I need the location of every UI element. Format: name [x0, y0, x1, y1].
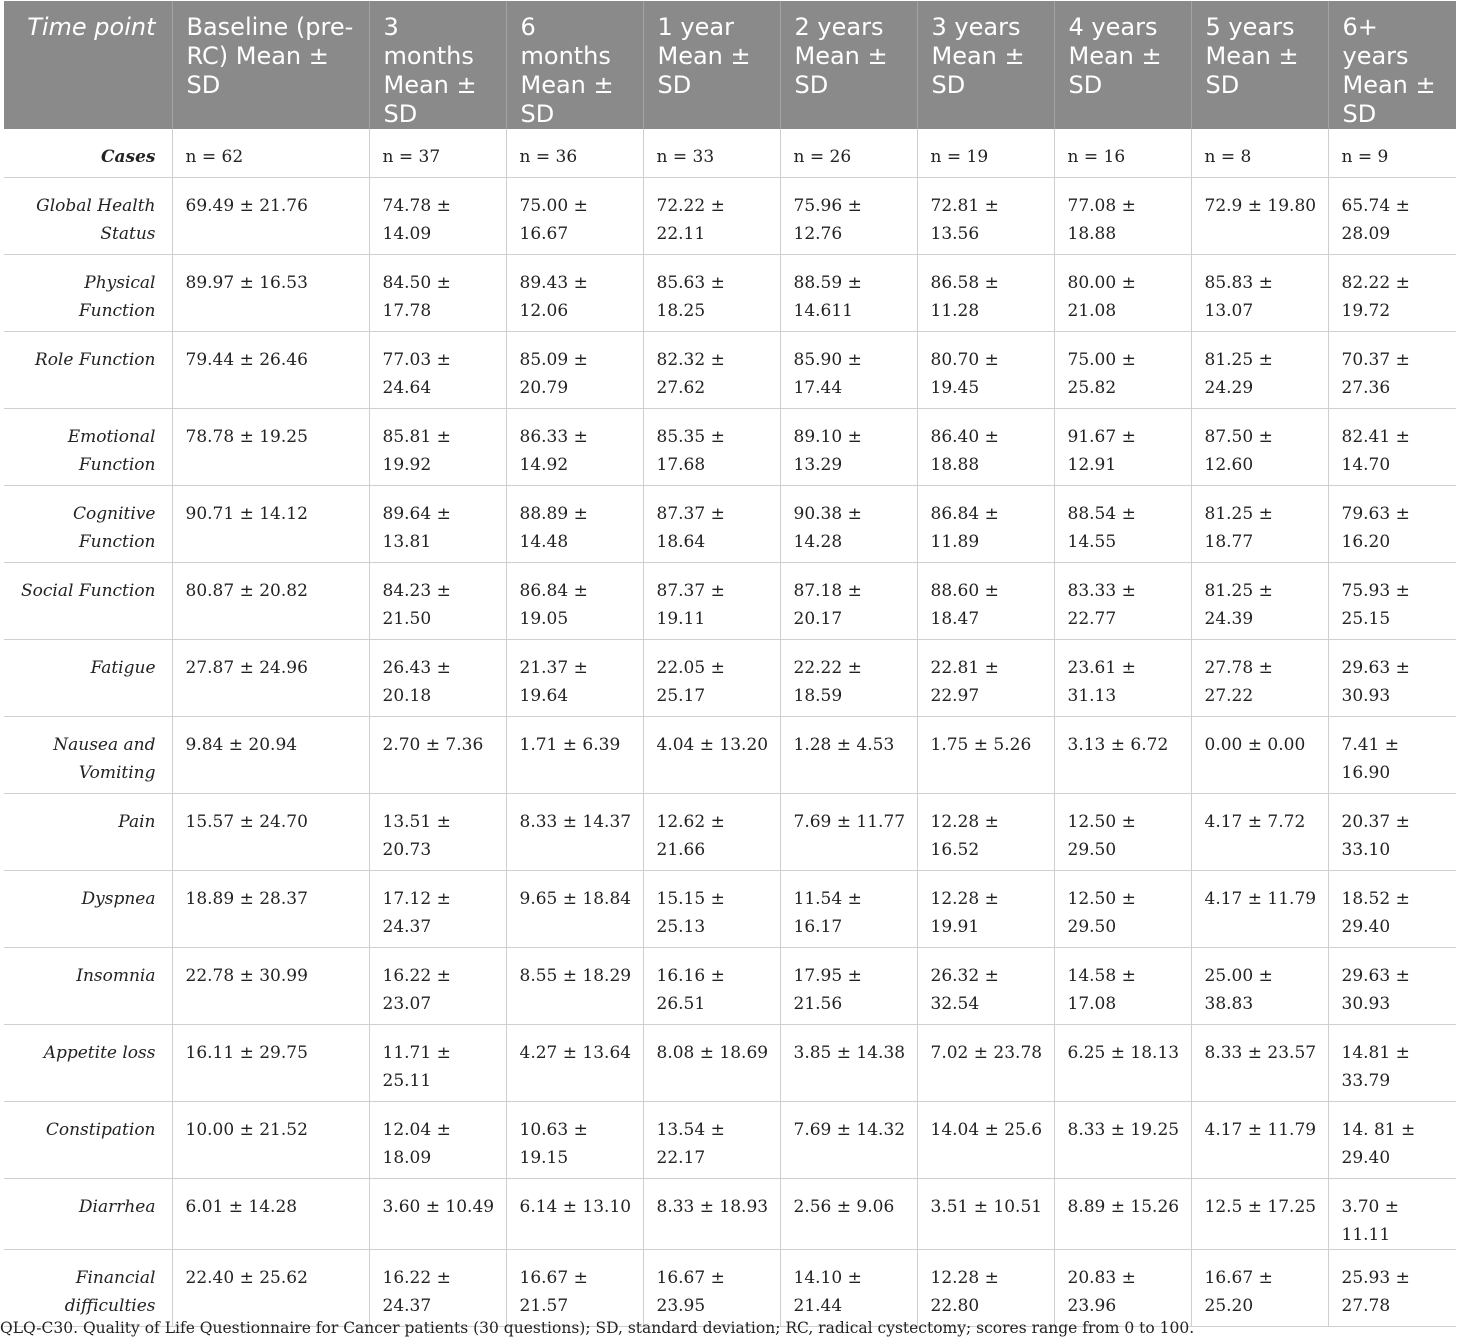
header-column: 6 months Mean ± SD: [506, 1, 643, 129]
table-cell: 22.78 ± 30.99: [172, 947, 369, 1024]
table-cell: 1.28 ± 4.53: [780, 716, 917, 793]
table-cell: 83.33 ± 22.77: [1054, 562, 1191, 639]
table-cell: 90.71 ± 14.12: [172, 485, 369, 562]
table-cell: 85.83 ± 13.07: [1191, 254, 1328, 331]
table-row: [4, 870, 1456, 947]
table-row: [4, 1101, 1456, 1178]
table-cell: 16.22 ± 24.37: [369, 1249, 506, 1326]
table-footnote: QLQ-C30. Quality of Life Questionnaire for Cancer patients (30 questions); SD, standard deviation; RC, radical cystectomy; scores range from 0 to 100.: [0, 1319, 1195, 1337]
table-cell: 25.00 ± 38.83: [1191, 947, 1328, 1024]
table-cell: 69.49 ± 21.76: [172, 177, 369, 254]
table-row: [4, 331, 1456, 408]
table-row: [4, 639, 1456, 716]
table-cell: 7.41 ± 16.90: [1328, 716, 1456, 793]
table-cell: 22.40 ± 25.62: [172, 1249, 369, 1326]
table-cell: 8.33 ± 14.37: [506, 793, 643, 870]
table-cell: 2.56 ± 9.06: [780, 1178, 917, 1249]
table-cell: 7.02 ± 23.78: [917, 1024, 1054, 1101]
table-cell: 86.84 ± 19.05: [506, 562, 643, 639]
table-cell: 3.70 ± 11.11: [1328, 1178, 1456, 1249]
table-cell: 4.17 ± 7.72: [1191, 793, 1328, 870]
table-cell: 3.85 ± 14.38: [780, 1024, 917, 1101]
table-cell: 86.40 ± 18.88: [917, 408, 1054, 485]
table-cell: 8.33 ± 19.25: [1054, 1101, 1191, 1178]
table-cell: 11.71 ± 25.11: [369, 1024, 506, 1101]
table-cell: 18.52 ± 29.40: [1328, 870, 1456, 947]
table-cell: 86.33 ± 14.92: [506, 408, 643, 485]
table-cell: 65.74 ± 28.09: [1328, 177, 1456, 254]
table-cell: 10.63 ± 19.15: [506, 1101, 643, 1178]
table-cell: 20.37 ± 33.10: [1328, 793, 1456, 870]
table-cell: 29.63 ± 30.93: [1328, 947, 1456, 1024]
table-cell: 12.5 ± 17.25: [1191, 1178, 1328, 1249]
header-column: 3 months Mean ± SD: [369, 1, 506, 129]
table-cell: 8.55 ± 18.29: [506, 947, 643, 1024]
table-cell: 79.63 ± 16.20: [1328, 485, 1456, 562]
table-cell: 15.15 ± 25.13: [643, 870, 780, 947]
table-cell: 12.28 ± 16.52: [917, 793, 1054, 870]
table-cell: 81.25 ± 24.29: [1191, 331, 1328, 408]
table-cell: 18.89 ± 28.37: [172, 870, 369, 947]
table-body: [4, 129, 1456, 1326]
table-cell: 77.08 ± 18.88: [1054, 177, 1191, 254]
header-column: 2 years Mean ± SD: [780, 1, 917, 129]
header-column: 5 years Mean ± SD: [1191, 1, 1328, 129]
table-cell: 26.32 ± 32.54: [917, 947, 1054, 1024]
table-cell: n = 8: [1191, 129, 1328, 177]
table-cell: 7.69 ± 14.32: [780, 1101, 917, 1178]
table-cell: 87.37 ± 18.64: [643, 485, 780, 562]
table-header: [4, 1, 1456, 129]
table-cell: 17.12 ± 24.37: [369, 870, 506, 947]
table-cell: 85.09 ± 20.79: [506, 331, 643, 408]
table-cell: 86.58 ± 11.28: [917, 254, 1054, 331]
table-cell: 88.59 ± 14.611: [780, 254, 917, 331]
table-row: [4, 254, 1456, 331]
table-cell: 74.78 ± 14.09: [369, 177, 506, 254]
table-row: [4, 1024, 1456, 1101]
table-cell: 6.14 ± 13.10: [506, 1178, 643, 1249]
row-label: Fatigue: [4, 639, 172, 716]
table-cell: 29.63 ± 30.93: [1328, 639, 1456, 716]
table-cell: 0.00 ± 0.00: [1191, 716, 1328, 793]
table-cell: 2.70 ± 7.36: [369, 716, 506, 793]
table-cell: 77.03 ± 24.64: [369, 331, 506, 408]
table-cell: n = 16: [1054, 129, 1191, 177]
table-cell: 16.67 ± 25.20: [1191, 1249, 1328, 1326]
table-cell: 9.65 ± 18.84: [506, 870, 643, 947]
header-column: Baseline (pre-RC) Mean ± SD: [172, 1, 369, 129]
table-cell: 89.97 ± 16.53: [172, 254, 369, 331]
table-cell: 88.60 ± 18.47: [917, 562, 1054, 639]
table-cell: 89.64 ± 13.81: [369, 485, 506, 562]
table-cell: 13.51 ± 20.73: [369, 793, 506, 870]
table-cell: 22.81 ± 22.97: [917, 639, 1054, 716]
header-column: 1 year Mean ± SD: [643, 1, 780, 129]
row-label: Dyspnea: [4, 870, 172, 947]
table-cell: 8.08 ± 18.69: [643, 1024, 780, 1101]
row-label: Appetite loss: [4, 1024, 172, 1101]
table-cell: 15.57 ± 24.70: [172, 793, 369, 870]
table-cell: 87.37 ± 19.11: [643, 562, 780, 639]
table-cell: 88.89 ± 14.48: [506, 485, 643, 562]
qol-results-table: [4, 1, 1456, 1327]
table-cell: 82.32 ± 27.62: [643, 331, 780, 408]
row-label: Insomnia: [4, 947, 172, 1024]
row-label: Nausea and Vomiting: [4, 716, 172, 793]
table-cell: 79.44 ± 26.46: [172, 331, 369, 408]
table-cell: 9.84 ± 20.94: [172, 716, 369, 793]
table-cell: 81.25 ± 18.77: [1191, 485, 1328, 562]
table-cell: 16.67 ± 21.57: [506, 1249, 643, 1326]
table-cell: 86.84 ± 11.89: [917, 485, 1054, 562]
table-cell: n = 26: [780, 129, 917, 177]
table-cell: 22.05 ± 25.17: [643, 639, 780, 716]
table-row: [4, 408, 1456, 485]
table-cell: 12.04 ± 18.09: [369, 1101, 506, 1178]
table-cell: 12.50 ± 29.50: [1054, 793, 1191, 870]
table-cell: 75.00 ± 25.82: [1054, 331, 1191, 408]
table-cell: 75.00 ± 16.67: [506, 177, 643, 254]
row-label: Cognitive Function: [4, 485, 172, 562]
table-cell: 7.69 ± 11.77: [780, 793, 917, 870]
table-cell: 81.25 ± 24.39: [1191, 562, 1328, 639]
table-cell: 16.67 ± 23.95: [643, 1249, 780, 1326]
header-column: 4 years Mean ± SD: [1054, 1, 1191, 129]
table-cell: n = 33: [643, 129, 780, 177]
table-row: [4, 1178, 1456, 1249]
table-cell: 70.37 ± 27.36: [1328, 331, 1456, 408]
table-cell: 82.41 ± 14.70: [1328, 408, 1456, 485]
row-label: Global Health Status: [4, 177, 172, 254]
table-cell: 25.93 ± 27.78: [1328, 1249, 1456, 1326]
table-cell: 14.58 ± 17.08: [1054, 947, 1191, 1024]
table-cell: 17.95 ± 21.56: [780, 947, 917, 1024]
table-cell: 72.81 ± 13.56: [917, 177, 1054, 254]
table-cell: 72.22 ± 22.11: [643, 177, 780, 254]
table-row: [4, 485, 1456, 562]
table-cell: 22.22 ± 18.59: [780, 639, 917, 716]
table-cell: 12.28 ± 19.91: [917, 870, 1054, 947]
table-cell: 90.38 ± 14.28: [780, 485, 917, 562]
table-cell: 8.33 ± 18.93: [643, 1178, 780, 1249]
table-cell: 14.81 ± 33.79: [1328, 1024, 1456, 1101]
table-cell: 91.67 ± 12.91: [1054, 408, 1191, 485]
table-cell: 26.43 ± 20.18: [369, 639, 506, 716]
row-label: Social Function: [4, 562, 172, 639]
table-cell: 3.13 ± 6.72: [1054, 716, 1191, 793]
table-cell: 4.17 ± 11.79: [1191, 870, 1328, 947]
table-cell: 75.93 ± 25.15: [1328, 562, 1456, 639]
table-cell: 82.22 ± 19.72: [1328, 254, 1456, 331]
table-cell: 80.00 ± 21.08: [1054, 254, 1191, 331]
table-row: [4, 1249, 1456, 1326]
table-cell: 23.61 ± 31.13: [1054, 639, 1191, 716]
table-cell: 1.71 ± 6.39: [506, 716, 643, 793]
table-cell: 13.54 ± 22.17: [643, 1101, 780, 1178]
header-column: 6+ years Mean ± SD: [1328, 1, 1456, 129]
table-cell: 12.28 ± 22.80: [917, 1249, 1054, 1326]
table-cell: 12.50 ± 29.50: [1054, 870, 1191, 947]
table-row: [4, 947, 1456, 1024]
table-cell: 88.54 ± 14.55: [1054, 485, 1191, 562]
table-cell: 85.63 ± 18.25: [643, 254, 780, 331]
table-cell: 85.90 ± 17.44: [780, 331, 917, 408]
table-cell: 4.04 ± 13.20: [643, 716, 780, 793]
table-cell: 80.87 ± 20.82: [172, 562, 369, 639]
table-cell: n = 36: [506, 129, 643, 177]
table-cell: 87.50 ± 12.60: [1191, 408, 1328, 485]
table-cell: 14.10 ± 21.44: [780, 1249, 917, 1326]
row-label: Diarrhea: [4, 1178, 172, 1249]
table-cell: 3.60 ± 10.49: [369, 1178, 506, 1249]
table-cell: 10.00 ± 21.52: [172, 1101, 369, 1178]
table-cell: 89.43 ± 12.06: [506, 254, 643, 331]
table-cell: 21.37 ± 19.64: [506, 639, 643, 716]
table-cell: n = 19: [917, 129, 1054, 177]
table-cell: 75.96 ± 12.76: [780, 177, 917, 254]
table-cell: 27.78 ± 27.22: [1191, 639, 1328, 716]
table-cell: 4.17 ± 11.79: [1191, 1101, 1328, 1178]
row-label: Role Function: [4, 331, 172, 408]
table-cell: 4.27 ± 13.64: [506, 1024, 643, 1101]
table-cell: 1.75 ± 5.26: [917, 716, 1054, 793]
table-cell: 27.87 ± 24.96: [172, 639, 369, 716]
row-label: Financial difficulties: [4, 1249, 172, 1326]
row-label: Pain: [4, 793, 172, 870]
table-cell: 3.51 ± 10.51: [917, 1178, 1054, 1249]
table-row: [4, 716, 1456, 793]
table-cell: 89.10 ± 13.29: [780, 408, 917, 485]
table-cell: n = 9: [1328, 129, 1456, 177]
row-label: Constipation: [4, 1101, 172, 1178]
table-row: [4, 562, 1456, 639]
table-cell: 11.54 ± 16.17: [780, 870, 917, 947]
row-label: Physical Function: [4, 254, 172, 331]
table-cell: 12.62 ± 21.66: [643, 793, 780, 870]
table-cell: 20.83 ± 23.96: [1054, 1249, 1191, 1326]
table-cell: 6.25 ± 18.13: [1054, 1024, 1191, 1101]
table-cell: 87.18 ± 20.17: [780, 562, 917, 639]
table-cell: 85.35 ± 17.68: [643, 408, 780, 485]
table-row: [4, 129, 1456, 177]
table-cell: 14.04 ± 25.6: [917, 1101, 1054, 1178]
header-row: [4, 1, 1456, 129]
header-column: 3 years Mean ± SD: [917, 1, 1054, 129]
header-time-point: Time point: [4, 1, 172, 129]
table-cell: n = 37: [369, 129, 506, 177]
table-cell: 8.89 ± 15.26: [1054, 1178, 1191, 1249]
row-label: Emotional Function: [4, 408, 172, 485]
table-cell: 16.16 ± 26.51: [643, 947, 780, 1024]
table-row: [4, 177, 1456, 254]
table-cell: n = 62: [172, 129, 369, 177]
table-cell: 80.70 ± 19.45: [917, 331, 1054, 408]
table-cell: 78.78 ± 19.25: [172, 408, 369, 485]
row-label: Cases: [4, 129, 172, 177]
table-cell: 16.22 ± 23.07: [369, 947, 506, 1024]
table-cell: 72.9 ± 19.80: [1191, 177, 1328, 254]
table-cell: 16.11 ± 29.75: [172, 1024, 369, 1101]
table-row: [4, 793, 1456, 870]
table-cell: 6.01 ± 14.28: [172, 1178, 369, 1249]
table-cell: 84.50 ± 17.78: [369, 254, 506, 331]
table-cell: 14. 81 ± 29.40: [1328, 1101, 1456, 1178]
table-cell: 85.81 ± 19.92: [369, 408, 506, 485]
table-cell: 84.23 ± 21.50: [369, 562, 506, 639]
table-cell: 8.33 ± 23.57: [1191, 1024, 1328, 1101]
